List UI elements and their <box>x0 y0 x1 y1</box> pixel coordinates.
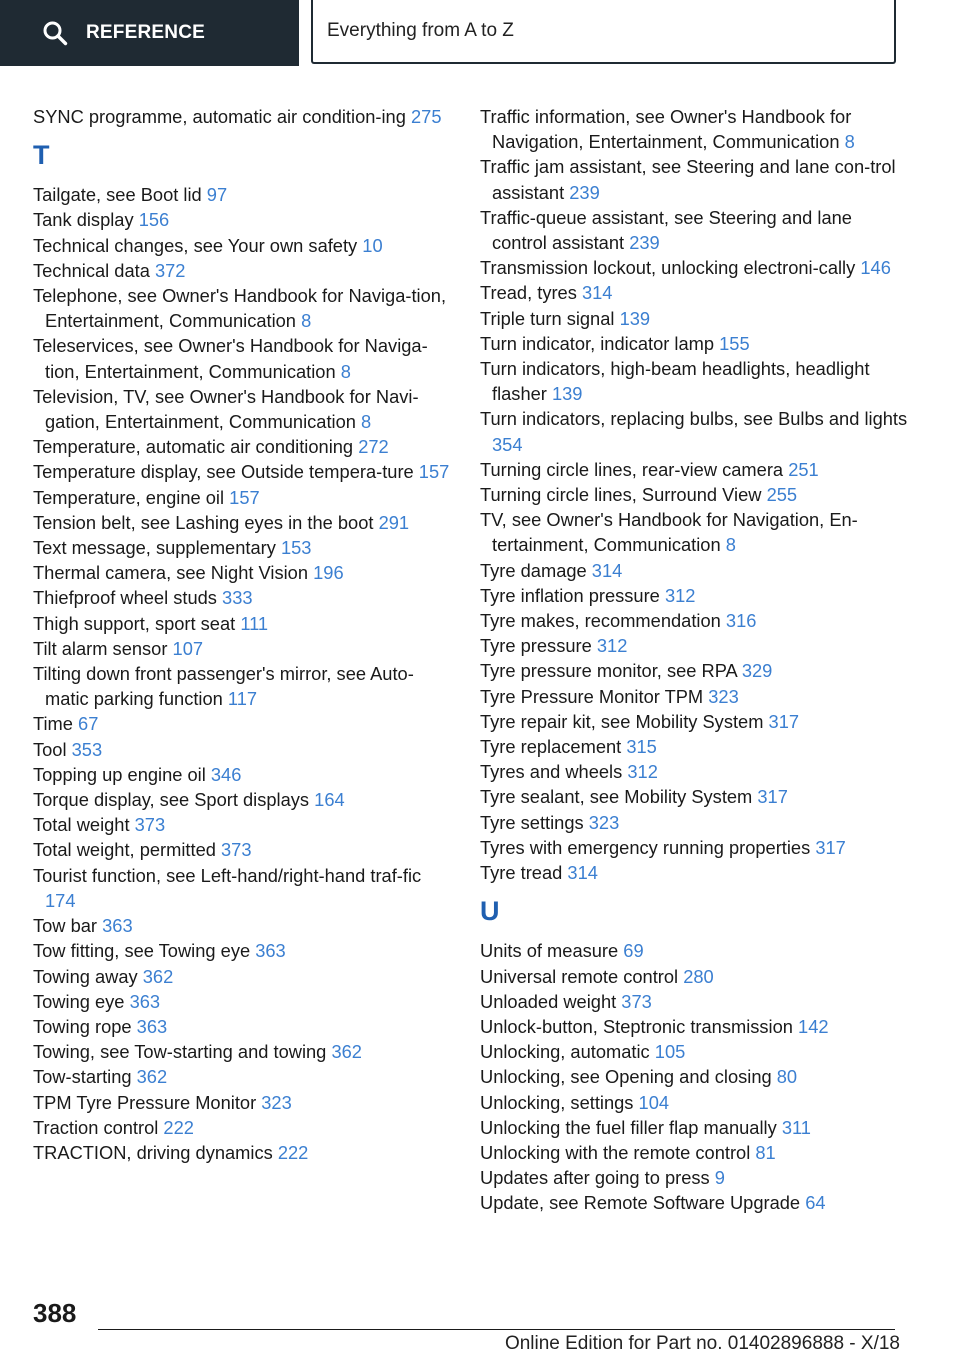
index-entry <box>33 258 453 283</box>
index-entry <box>480 1190 910 1215</box>
index-entry <box>33 711 453 736</box>
index-entry <box>33 1115 453 1140</box>
page-reference-link[interactable]: 362 <box>136 1066 168 1088</box>
index-entry-text: Temperature, automatic air conditioning <box>33 436 354 458</box>
index-entry-text: Tyre repair kit, see Mobility System <box>480 710 764 732</box>
index-entry-text: Towing eye <box>33 990 125 1012</box>
index-entry <box>480 709 910 734</box>
index-entry <box>480 734 910 759</box>
page-reference-link[interactable]: 67 <box>78 713 99 735</box>
index-entry <box>33 560 453 585</box>
page-reference-link[interactable]: 139 <box>551 383 583 405</box>
index-entry-text: Tension belt, see Lashing eyes in the boot <box>33 511 374 533</box>
index-entry-text: Technical changes, see Your own safety <box>33 234 358 256</box>
index-entry-text: TRACTION, driving dynamics <box>33 1141 273 1163</box>
index-entry-text: Tourist function, see Left-hand/right-hand traf-fic <box>33 864 422 886</box>
page-reference-link[interactable]: 272 <box>358 436 389 458</box>
page-reference-link[interactable]: 317 <box>768 710 800 732</box>
reference-tab[interactable] <box>0 0 299 66</box>
section-label: REFERENCE <box>86 22 205 43</box>
page-reference-link[interactable]: 372 <box>154 259 186 281</box>
page-reference-link[interactable]: 255 <box>766 484 798 506</box>
index-entry-text: Tyres with emergency running properties <box>480 836 811 858</box>
page-reference-link[interactable]: 363 <box>129 990 161 1012</box>
index-entry-text: Universal remote control <box>480 965 679 987</box>
index-entry <box>480 633 910 658</box>
index-entry <box>33 1014 453 1039</box>
page-reference-link[interactable]: 280 <box>683 965 714 987</box>
edition-info: Online Edition for Part no. 01402896888 - X/18 <box>504 1333 900 1354</box>
page-reference-link[interactable]: 222 <box>277 1141 309 1163</box>
page-reference-link[interactable]: 8 <box>340 360 351 382</box>
page-reference-link[interactable]: 80 <box>776 1066 798 1088</box>
index-entry-text: Tank display <box>33 209 134 231</box>
page-reference-link[interactable]: 362 <box>142 965 174 987</box>
index-entry <box>480 205 910 255</box>
index-entry <box>480 154 910 204</box>
index-entry <box>480 1039 910 1064</box>
index-entry-text: Technical data <box>33 259 150 281</box>
index-entry-text: TPM Tyre Pressure Monitor <box>33 1091 257 1113</box>
page-reference-link[interactable]: 373 <box>134 814 166 836</box>
index-entry <box>480 658 910 683</box>
index-entry <box>480 1064 910 1089</box>
index-entry-text: Torque display, see Sport displays <box>33 789 310 811</box>
index-entry-text: Tilting down front passenger's mirror, see Auto-matic parking function <box>33 663 414 710</box>
index-entry <box>33 384 453 434</box>
index-entry <box>480 964 910 989</box>
page-reference-link[interactable]: 362 <box>331 1041 362 1063</box>
index-column-left <box>33 104 453 1165</box>
page-reference-link[interactable]: 316 <box>725 610 757 632</box>
page-reference-link[interactable]: 314 <box>591 559 623 581</box>
index-entry-text: Turn indicators, replacing bulbs, see Bulbs and lights <box>480 408 908 430</box>
page-reference-link[interactable]: 174 <box>45 889 76 911</box>
index-entry <box>480 759 910 784</box>
index-entry <box>480 684 910 709</box>
index-entry <box>480 1140 910 1165</box>
index-entry-text: Text message, supplementary <box>33 537 276 559</box>
page-reference-link[interactable]: 317 <box>757 786 788 808</box>
index-entry-text: Time <box>33 713 73 735</box>
page-reference-link[interactable]: 196 <box>313 562 344 584</box>
index-entry-text: Tool <box>33 738 67 760</box>
page-reference-link[interactable]: 104 <box>638 1091 670 1113</box>
page-reference-link[interactable]: 105 <box>654 1041 686 1063</box>
index-entry <box>480 104 910 154</box>
index-entry-text: Traffic jam assistant, see Steering and lane con-trol assistant <box>480 156 896 203</box>
page-reference-link[interactable]: 323 <box>708 685 739 707</box>
index-entry-text: Traction control <box>33 1116 159 1138</box>
index-entry-text: Triple turn signal <box>480 307 615 329</box>
page-reference-link[interactable]: 117 <box>227 688 258 710</box>
index-entry-text: Unlocking, automatic <box>480 1041 650 1063</box>
page-reference-link[interactable]: 323 <box>261 1091 292 1113</box>
index-entry-text: Tow-starting <box>33 1066 132 1088</box>
page-reference-link[interactable]: 81 <box>755 1141 776 1163</box>
index-entry-text: Units of measure <box>480 940 619 962</box>
index-entry-text: Tyre damage <box>480 559 587 581</box>
index-entry <box>33 989 453 1014</box>
index-entry-text: Tyre sealant, see Mobility System <box>480 786 753 808</box>
index-entry <box>33 636 453 661</box>
index-entry <box>480 1115 910 1140</box>
index-entry <box>480 507 910 557</box>
index-entry <box>480 457 910 482</box>
page-reference-link[interactable]: 329 <box>741 660 773 682</box>
index-entry <box>480 306 910 331</box>
search-icon <box>42 20 68 46</box>
index-entry-text: Temperature, engine oil <box>33 486 225 508</box>
index-entry-text: Topping up engine oil <box>33 763 206 785</box>
index-entry <box>33 283 453 333</box>
index-entry-text: Tow fitting, see Towing eye <box>33 940 251 962</box>
index-entry <box>480 938 910 963</box>
index-entry-text: Tyre pressure <box>480 635 592 657</box>
page-reference-link[interactable]: 363 <box>255 940 286 962</box>
index-entry <box>480 406 910 456</box>
index-entry-text: Tyre pressure monitor, see RPA <box>480 660 737 682</box>
index-entry-text: Towing rope <box>33 1015 132 1037</box>
index-entry-text: Tailgate, see Boot lid <box>33 184 202 206</box>
index-letter-heading: U <box>480 896 500 927</box>
index-entry-text: Temperature display, see Outside tempera-ture <box>33 461 414 483</box>
index-entry-text: Total weight, permitted <box>33 839 216 861</box>
page-reference-link[interactable]: 353 <box>71 738 103 760</box>
index-entry <box>33 938 453 963</box>
page-reference-link[interactable]: 363 <box>102 915 133 937</box>
page-reference-link[interactable]: 363 <box>136 1015 168 1037</box>
page-reference-link[interactable]: 354 <box>492 433 523 455</box>
page-reference-link[interactable]: 239 <box>629 232 660 254</box>
index-entry-text: TV, see Owner's Handbook for Navigation, En-tertainment, Communication <box>480 509 858 556</box>
index-entry <box>480 860 910 885</box>
page-reference-link[interactable]: 97 <box>206 184 228 206</box>
index-entry <box>33 863 453 913</box>
page-number: 388 <box>33 1298 77 1328</box>
page-reference-link[interactable]: 8 <box>725 534 736 556</box>
index-entry-text: Tread, tyres <box>480 282 577 304</box>
page-reference-link[interactable]: 314 <box>567 862 598 884</box>
index-entry-text: Unloaded weight <box>480 990 617 1012</box>
page-reference-link[interactable]: 10 <box>362 234 383 256</box>
index-entry <box>33 812 453 837</box>
index-entry <box>33 837 453 862</box>
index-entry-text: Tilt alarm sensor <box>33 637 168 659</box>
index-entry <box>33 964 453 989</box>
footer-divider <box>98 1329 895 1330</box>
index-entry-text: Tow bar <box>33 915 98 937</box>
page-reference-link[interactable]: 164 <box>314 789 345 811</box>
index-entry <box>480 1165 910 1190</box>
index-entry-text: Television, TV, see Owner's Handbook for Navi-gation, Entertainment, Communication <box>33 385 419 433</box>
index-entry-text: Turn indicators, high-beam headlights, headlight flasher <box>480 358 870 405</box>
index-entry-text: Unlocking, see Opening and closing <box>480 1066 772 1088</box>
page-reference-link[interactable]: 156 <box>138 209 170 231</box>
index-entry <box>33 510 453 535</box>
page-reference-link[interactable]: 8 <box>301 310 312 332</box>
page-reference-link[interactable]: 333 <box>222 587 253 609</box>
page-reference-link[interactable]: 157 <box>418 461 450 483</box>
index-entry-text: Unlocking the fuel filler flap manually <box>480 1116 777 1138</box>
index-entry-text: Tyre tread <box>480 862 563 884</box>
page-reference-link[interactable]: 314 <box>581 282 613 304</box>
page-reference-link[interactable]: 323 <box>588 811 620 833</box>
page-header <box>0 0 960 66</box>
index-entry-text: Unlocking, settings <box>480 1091 634 1113</box>
index-entry <box>33 535 453 560</box>
index-entry <box>33 1064 453 1089</box>
index-entry <box>480 280 910 305</box>
page-reference-link[interactable]: 312 <box>627 761 658 783</box>
index-entry-text: Traffic-queue assistant, see Steering and lane control assistant <box>480 206 852 254</box>
index-entry <box>480 810 910 835</box>
index-entry-text: Tyre replacement <box>480 736 622 758</box>
page-reference-link[interactable]: 373 <box>621 990 652 1012</box>
index-entry <box>480 331 910 356</box>
index-entry-text: Tyre makes, recommendation <box>480 610 721 632</box>
index-entry <box>33 661 453 711</box>
page-reference-link[interactable]: 139 <box>619 307 651 329</box>
index-entry-text: Unlocking with the remote control <box>480 1141 751 1163</box>
page-reference-link[interactable]: 8 <box>844 131 855 153</box>
index-entry-text: Thermal camera, see Night Vision <box>33 562 309 584</box>
page-reference-link[interactable]: 8 <box>361 411 372 433</box>
index-entry <box>480 1090 910 1115</box>
chapter-title: Everything from A to Z <box>311 0 896 64</box>
index-entry <box>480 482 910 507</box>
index-entry-text: Updates after going to press <box>480 1167 710 1189</box>
page-reference-link[interactable]: 311 <box>781 1116 811 1138</box>
index-entry <box>33 434 453 459</box>
page-reference-link[interactable]: 111 <box>240 612 269 634</box>
page-reference-link[interactable]: 312 <box>664 584 696 606</box>
index-entry-text: Tyres and wheels <box>480 761 623 783</box>
page-reference-link[interactable]: 291 <box>378 511 410 533</box>
index-entry <box>33 182 453 207</box>
index-entry <box>480 784 910 809</box>
index-entry <box>33 762 453 787</box>
index-entry <box>33 1090 453 1115</box>
index-entry-text: Telephone, see Owner's Handbook for Naviga-tion, Entertainment, Communication <box>33 285 447 332</box>
index-entry-text: Traffic information, see Owner's Handbook for Navigation, Entertainment, Communication <box>480 106 852 153</box>
index-entry-text: Turn indicator, indicator lamp <box>480 332 715 354</box>
index-entry-text: Thiefproof wheel studs <box>33 587 217 609</box>
page-reference-link[interactable]: 142 <box>798 1015 829 1037</box>
index-letter-heading: T <box>33 140 50 171</box>
index-entry <box>33 333 453 383</box>
page-reference-link[interactable]: 222 <box>163 1116 194 1138</box>
page-reference-link[interactable]: 153 <box>280 537 312 559</box>
index-entry-text: Total weight <box>33 814 130 836</box>
index-entry <box>33 207 453 232</box>
index-entry <box>33 611 453 636</box>
page-reference-link[interactable]: 239 <box>569 181 600 203</box>
index-entry-text: Tyre settings <box>480 811 584 833</box>
page-reference-link[interactable]: 146 <box>860 257 891 279</box>
page-reference-link[interactable]: 373 <box>221 839 252 861</box>
index-entry <box>33 737 453 762</box>
index-entry <box>33 1039 453 1064</box>
index-entry <box>480 989 910 1014</box>
index-entry <box>480 835 910 860</box>
page-reference-link[interactable]: 9 <box>714 1167 725 1189</box>
index-entry <box>33 485 453 510</box>
index-entry-text: Tyre inflation pressure <box>480 584 660 606</box>
index-entry-text: Tyre Pressure Monitor TPM <box>480 685 704 707</box>
page-reference-link[interactable]: 315 <box>626 736 657 758</box>
page-reference-link[interactable]: 251 <box>788 458 819 480</box>
page-reference-link[interactable]: 69 <box>623 940 644 962</box>
index-entry <box>33 233 453 258</box>
page-reference-link[interactable]: 155 <box>719 332 750 354</box>
index-entry <box>33 104 453 129</box>
index-entry <box>33 1140 453 1165</box>
index-entry-text: Towing away <box>33 965 138 987</box>
page-reference-link[interactable]: 107 <box>172 637 204 659</box>
index-entry <box>33 459 453 484</box>
index-entry-text: Thigh support, sport seat <box>33 612 236 634</box>
index-entry-text: SYNC programme, automatic air condition-ing <box>33 106 406 127</box>
index-entry <box>33 787 453 812</box>
index-entry-text: Update, see Remote Software Upgrade <box>480 1192 801 1214</box>
page-reference-link[interactable]: 312 <box>596 635 628 657</box>
page-reference-link[interactable]: 64 <box>805 1192 826 1214</box>
index-entry <box>480 583 910 608</box>
index-entry <box>480 356 910 406</box>
page-reference-link[interactable]: 275 <box>411 106 442 127</box>
index-entry-text: Turning circle lines, rear-view camera <box>480 458 784 480</box>
index-entry <box>480 608 910 633</box>
page-reference-link[interactable]: 346 <box>210 763 242 785</box>
index-column-right <box>480 104 910 1216</box>
index-entry-text: Transmission lockout, unlocking electroni-cally <box>480 257 856 279</box>
index-entry <box>480 1014 910 1039</box>
page-reference-link[interactable]: 157 <box>229 486 260 508</box>
page-reference-link[interactable]: 317 <box>815 836 846 858</box>
index-entry-text: Towing, see Tow-starting and towing <box>33 1041 327 1063</box>
index-entry <box>33 585 453 610</box>
index-entry-text: Unlock-button, Steptronic transmission <box>480 1015 793 1037</box>
index-entry-text: Turning circle lines, Surround View <box>480 484 762 506</box>
index-entry <box>480 255 910 280</box>
index-entry-text: Teleservices, see Owner's Handbook for Naviga-tion, Entertainment, Communication <box>33 335 428 382</box>
index-entry <box>33 913 453 938</box>
index-entry <box>480 558 910 583</box>
